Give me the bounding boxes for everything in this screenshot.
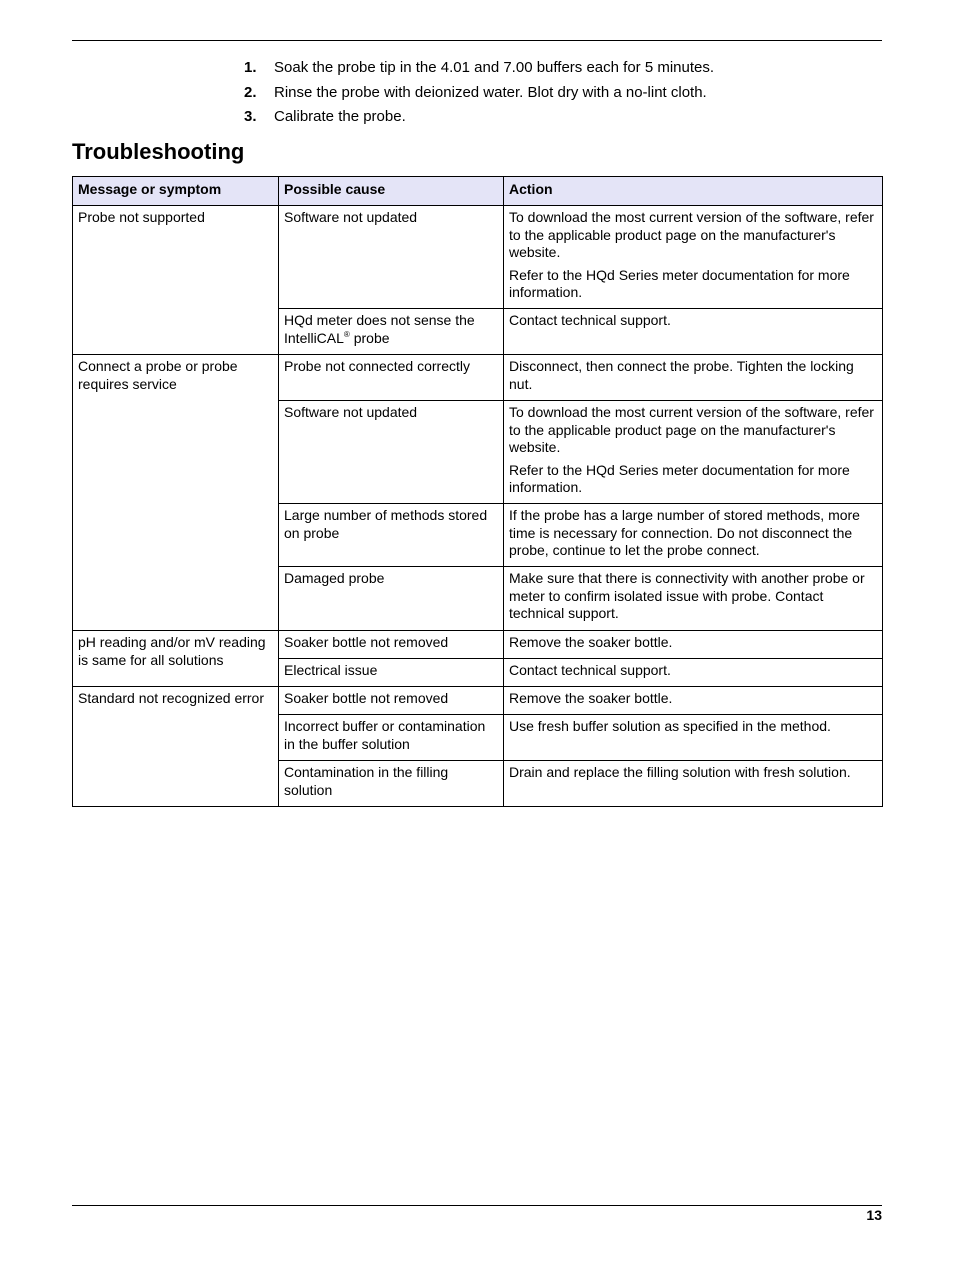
action-text: If the probe has a large number of stored methods, more time is necessary for connection. Do not disconnect the probe, continue to let the probe connect. [509,507,860,558]
column-header-cause: Possible cause [279,177,504,206]
table-row [73,631,883,659]
step-item [244,81,714,106]
registered-mark: ® [343,329,350,339]
action-cell [504,355,883,401]
step-item [244,105,714,130]
step-number: 2. [244,83,257,101]
action-cell [504,504,883,567]
table-row [73,687,883,715]
action-cell [504,631,883,659]
action-text: Refer to the HQd Series meter documentation for more information. [509,461,850,495]
action-text: Remove the soaker bottle. [509,690,673,706]
step-number: 3. [244,108,257,125]
cause-text: probe [349,329,390,346]
column-header-action: Action [504,177,883,206]
table-row [73,206,883,309]
action-text: To download the most current version of the software, refer to the applicable product page on the manufacturer's website. [509,209,874,260]
cause-cell: Soaker bottle not removed [279,631,504,659]
cause-cell: Probe not connected correctly [279,355,504,401]
cause-cell: Software not updated [279,206,504,309]
symptom-cell: Standard not recognized error [73,687,279,807]
symptom-cell: Probe not supported [73,206,279,355]
action-cell [504,761,883,807]
cause-text: HQd meter does not sense the IntelliCAL [284,312,475,346]
section-heading: Troubleshooting [72,139,245,164]
step-text: Calibrate the probe. [274,108,406,125]
action-text: Remove the soaker bottle. [509,634,673,650]
cause-cell [279,309,504,355]
footer-rule [72,1205,882,1206]
action-text: Contact technical support. [509,312,671,328]
action-cell [504,687,883,715]
symptom-cell: pH reading and/or mV reading is same for all solutions [73,631,279,687]
page-number: 13 [866,1207,882,1223]
header-rule [72,40,882,41]
action-cell [504,206,883,309]
step-item [244,56,714,81]
action-text: Use fresh buffer solution as specified in the method. [509,718,831,734]
cause-cell: Software not updated [279,401,504,504]
cause-cell: Incorrect buffer or contamination in the buffer solution [279,715,504,761]
action-cell [504,715,883,761]
action-cell [504,401,883,504]
cause-cell: Contamination in the filling solution [279,761,504,807]
column-header-symptom: Message or symptom [73,177,279,206]
cause-cell: Soaker bottle not removed [279,687,504,715]
step-number: 1. [244,59,257,76]
cause-cell: Damaged probe [279,567,504,631]
action-cell [504,659,883,687]
action-text: Refer to the HQd Series meter documentation for more information. [509,266,850,300]
step-text: Rinse the probe with deionized water. Blot dry with a no-lint cloth. [274,83,707,101]
action-text: Disconnect, then connect the probe. Tighten the locking nut. [509,358,854,392]
table-row [73,355,883,401]
action-text: To download the most current version of the software, refer to the applicable product page on the manufacturer's website. [509,404,874,455]
action-text: Make sure that there is connectivity with another probe or meter to confirm isolated issue with probe. Contact technical support. [509,570,865,621]
action-text: Drain and replace the filling solution with fresh solution. [509,764,851,780]
procedure-steps [244,56,714,130]
table-header-row [73,177,883,206]
symptom-cell: Connect a probe or probe requires service [73,355,279,631]
action-cell [504,567,883,631]
action-cell [504,309,883,355]
cause-cell: Electrical issue [279,659,504,687]
step-text: Soak the probe tip in the 4.01 and 7.00 buffers each for 5 minutes. [274,59,715,76]
cause-cell: Large number of methods stored on probe [279,504,504,567]
action-text: Contact technical support. [509,662,671,678]
troubleshooting-table [72,176,883,807]
